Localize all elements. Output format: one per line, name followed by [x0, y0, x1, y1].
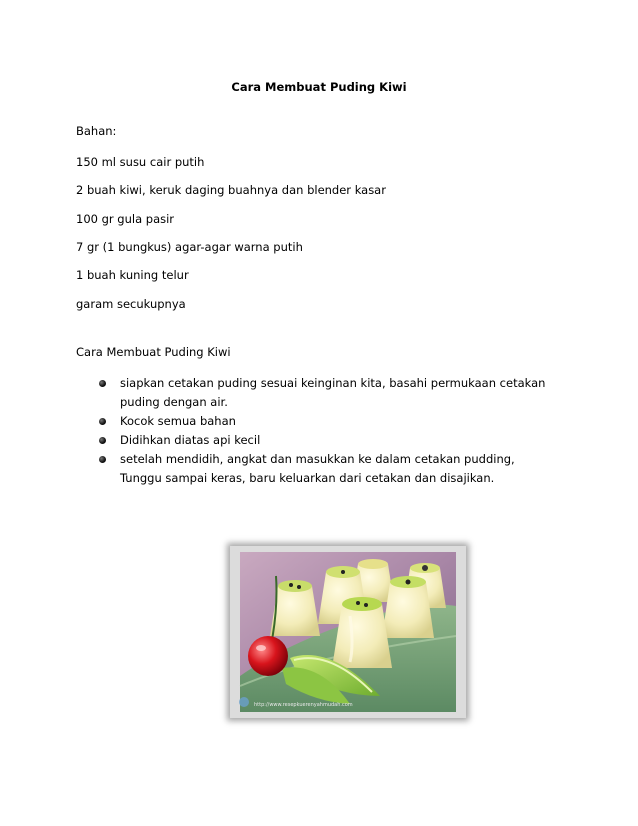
kiwi-pudding-photo [230, 546, 466, 718]
bullet-icon [99, 418, 106, 425]
steps-list [96, 374, 556, 488]
ingredients-heading: Bahan: [76, 124, 117, 138]
step-text: Didihkan diatas api kecil [120, 433, 261, 447]
ingredient-item: 2 buah kiwi, keruk daging buahnya dan blender kasar [76, 183, 386, 197]
step-text: Kocok semua bahan [120, 414, 236, 428]
kiwi-pudding-illustration [230, 546, 466, 718]
step-item [96, 450, 556, 488]
ingredient-item: garam secukupnya [76, 297, 186, 311]
document-title: Cara Membuat Puding Kiwi [231, 80, 407, 94]
bullet-icon [99, 380, 106, 387]
ingredient-item: 100 gr gula pasir [76, 212, 175, 226]
step-item [96, 374, 556, 412]
ingredient-item: 150 ml susu cair putih [76, 155, 205, 169]
step-text: siapkan cetakan puding sesuai keinginan kita, basahi permukaan cetakan puding dengan air. [120, 376, 546, 409]
ingredient-item: 1 buah kuning telur [76, 268, 189, 282]
step-item [96, 412, 556, 431]
step-text: setelah mendidih, angkat dan masukkan ke dalam cetakan pudding, Tunggu sampai keras, baru keluarkan dari cetakan dan disajikan. [120, 452, 515, 485]
step-item [96, 431, 556, 450]
steps-heading: Cara Membuat Puding Kiwi [76, 345, 231, 359]
ingredient-item: 7 gr (1 bungkus) agar-agar warna putih [76, 240, 303, 254]
bullet-icon [99, 437, 106, 444]
photo-watermark: http://www.resepkuerenyahmudah.com [254, 702, 353, 708]
bullet-icon [99, 456, 106, 463]
